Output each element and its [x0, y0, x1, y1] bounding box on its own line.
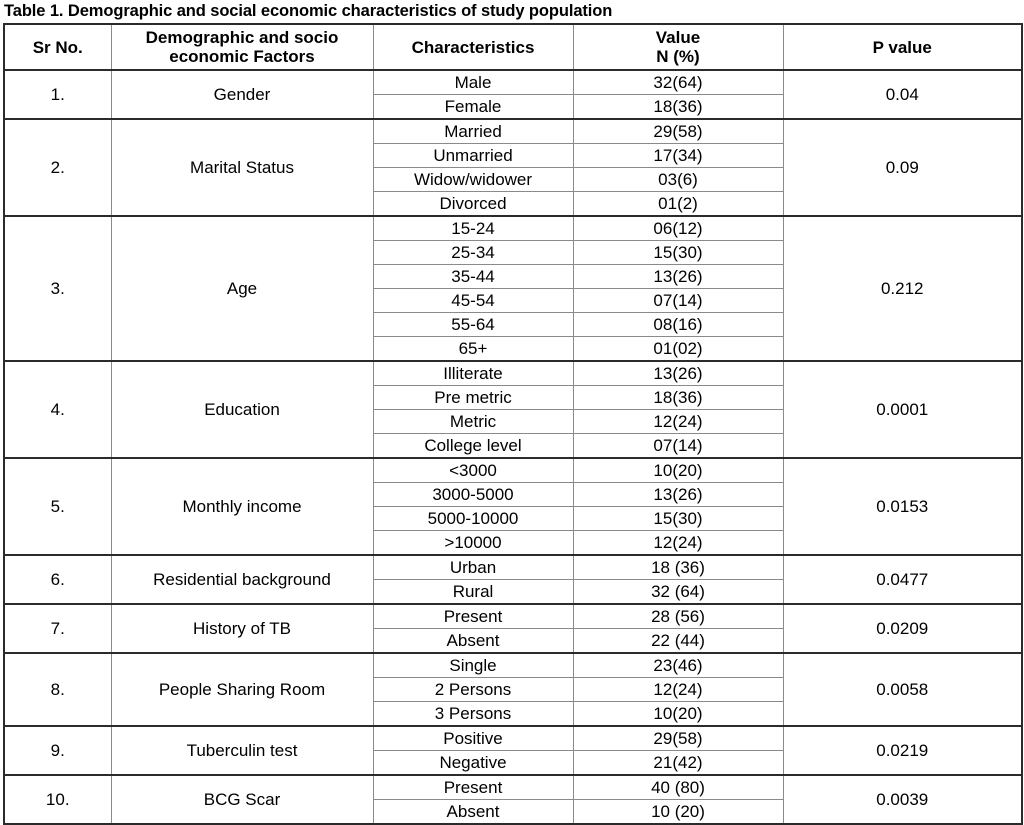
- cell-value: 40 (80): [573, 775, 783, 800]
- cell-value: 29(58): [573, 119, 783, 144]
- column-header-value-line1: Value: [655, 28, 701, 47]
- cell-value: 17(34): [573, 144, 783, 168]
- cell-p-value: 0.0039: [783, 775, 1022, 824]
- table-header-row: [4, 24, 1022, 70]
- cell-characteristic: Married: [373, 119, 573, 144]
- cell-value: 10 (20): [573, 800, 783, 825]
- column-header-characteristics: Characteristics: [373, 24, 573, 70]
- cell-p-value: 0.0058: [783, 653, 1022, 726]
- cell-characteristic: Urban: [373, 555, 573, 580]
- cell-characteristic: Pre metric: [373, 386, 573, 410]
- cell-value: 13(26): [573, 483, 783, 507]
- cell-value: 07(14): [573, 289, 783, 313]
- cell-value: 18(36): [573, 386, 783, 410]
- table-row: [4, 216, 1022, 241]
- cell-factor: History of TB: [111, 604, 373, 653]
- cell-p-value: 0.0153: [783, 458, 1022, 555]
- table-row: [4, 361, 1022, 386]
- cell-characteristic: 45-54: [373, 289, 573, 313]
- cell-characteristic: Illiterate: [373, 361, 573, 386]
- cell-characteristic: 3000-5000: [373, 483, 573, 507]
- cell-characteristic: 5000-10000: [373, 507, 573, 531]
- cell-sr-no: 6.: [4, 555, 111, 604]
- cell-factor: People Sharing Room: [111, 653, 373, 726]
- cell-factor: Gender: [111, 70, 373, 119]
- cell-value: 13(26): [573, 265, 783, 289]
- cell-value: 07(14): [573, 434, 783, 459]
- cell-value: 06(12): [573, 216, 783, 241]
- column-header-factor-line1: Demographic and socio: [145, 28, 339, 47]
- cell-characteristic: Divorced: [373, 192, 573, 217]
- cell-value: 18 (36): [573, 555, 783, 580]
- cell-p-value: 0.04: [783, 70, 1022, 119]
- table-row: [4, 775, 1022, 800]
- cell-value: 28 (56): [573, 604, 783, 629]
- cell-value: 08(16): [573, 313, 783, 337]
- cell-sr-no: 3.: [4, 216, 111, 361]
- cell-characteristic: Negative: [373, 751, 573, 776]
- cell-factor: Marital Status: [111, 119, 373, 216]
- cell-characteristic: >10000: [373, 531, 573, 556]
- cell-value: 29(58): [573, 726, 783, 751]
- column-header-value: [573, 24, 783, 70]
- cell-characteristic: 2 Persons: [373, 678, 573, 702]
- cell-p-value: 0.0209: [783, 604, 1022, 653]
- cell-p-value: 0.0477: [783, 555, 1022, 604]
- cell-value: 32 (64): [573, 580, 783, 605]
- cell-sr-no: 7.: [4, 604, 111, 653]
- cell-p-value: 0.212: [783, 216, 1022, 361]
- cell-factor: BCG Scar: [111, 775, 373, 824]
- demographic-characteristics-table: [3, 23, 1023, 825]
- cell-value: 10(20): [573, 458, 783, 483]
- cell-value: 01(02): [573, 337, 783, 362]
- cell-factor: Education: [111, 361, 373, 458]
- cell-characteristic: 55-64: [373, 313, 573, 337]
- column-header-sr-no: Sr No.: [4, 24, 111, 70]
- cell-value: 01(2): [573, 192, 783, 217]
- cell-characteristic: Single: [373, 653, 573, 678]
- cell-characteristic: Female: [373, 95, 573, 120]
- cell-p-value: 0.0001: [783, 361, 1022, 458]
- cell-p-value: 0.0219: [783, 726, 1022, 775]
- column-header-value-line2: N (%): [656, 47, 700, 66]
- cell-value: 15(30): [573, 507, 783, 531]
- cell-value: 12(24): [573, 531, 783, 556]
- table-row: [4, 70, 1022, 95]
- column-header-p-value: P value: [783, 24, 1022, 70]
- cell-characteristic: Male: [373, 70, 573, 95]
- cell-value: 10(20): [573, 702, 783, 727]
- cell-value: 32(64): [573, 70, 783, 95]
- table-body: [4, 24, 1022, 824]
- cell-characteristic: College level: [373, 434, 573, 459]
- table-row: [4, 604, 1022, 629]
- cell-value: 03(6): [573, 168, 783, 192]
- table-row: [4, 653, 1022, 678]
- cell-p-value: 0.09: [783, 119, 1022, 216]
- cell-sr-no: 9.: [4, 726, 111, 775]
- cell-characteristic: Absent: [373, 629, 573, 654]
- cell-sr-no: 5.: [4, 458, 111, 555]
- cell-factor: Monthly income: [111, 458, 373, 555]
- cell-sr-no: 1.: [4, 70, 111, 119]
- column-header-factor-line2: economic Factors: [169, 47, 315, 66]
- cell-factor: Tuberculin test: [111, 726, 373, 775]
- cell-characteristic: 25-34: [373, 241, 573, 265]
- cell-characteristic: 3 Persons: [373, 702, 573, 727]
- cell-characteristic: 15-24: [373, 216, 573, 241]
- cell-characteristic: Absent: [373, 800, 573, 825]
- cell-characteristic: <3000: [373, 458, 573, 483]
- cell-value: 15(30): [573, 241, 783, 265]
- cell-value: 13(26): [573, 361, 783, 386]
- cell-characteristic: 35-44: [373, 265, 573, 289]
- cell-value: 21(42): [573, 751, 783, 776]
- cell-value: 12(24): [573, 410, 783, 434]
- cell-characteristic: Unmarried: [373, 144, 573, 168]
- cell-sr-no: 8.: [4, 653, 111, 726]
- cell-characteristic: Present: [373, 604, 573, 629]
- table-row: [4, 726, 1022, 751]
- cell-characteristic: Positive: [373, 726, 573, 751]
- cell-characteristic: Metric: [373, 410, 573, 434]
- column-header-factor: [111, 24, 373, 70]
- table-row: [4, 119, 1022, 144]
- cell-characteristic: 65+: [373, 337, 573, 362]
- table-row: [4, 555, 1022, 580]
- cell-sr-no: 2.: [4, 119, 111, 216]
- cell-factor: Residential background: [111, 555, 373, 604]
- cell-sr-no: 4.: [4, 361, 111, 458]
- cell-characteristic: Present: [373, 775, 573, 800]
- table-row: [4, 458, 1022, 483]
- cell-value: 23(46): [573, 653, 783, 678]
- cell-characteristic: Widow/widower: [373, 168, 573, 192]
- cell-characteristic: Rural: [373, 580, 573, 605]
- cell-value: 22 (44): [573, 629, 783, 654]
- cell-value: 12(24): [573, 678, 783, 702]
- cell-sr-no: 10.: [4, 775, 111, 824]
- table-caption: Table 1. Demographic and social economic characteristics of study population: [4, 2, 613, 20]
- cell-value: 18(36): [573, 95, 783, 120]
- cell-factor: Age: [111, 216, 373, 361]
